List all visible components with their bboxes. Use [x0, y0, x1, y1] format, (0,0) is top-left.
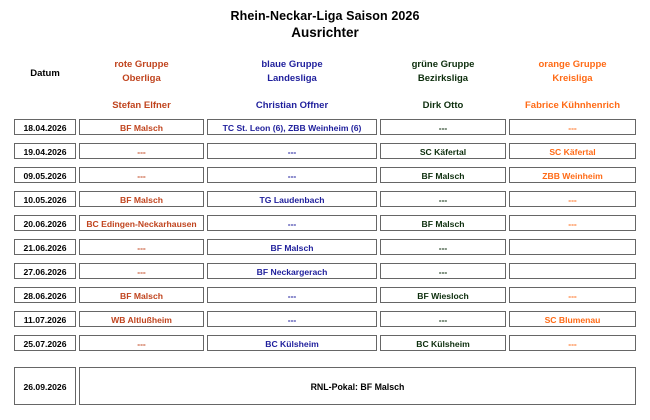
table-row — [0, 165, 650, 189]
cell-orange: ZBB Weinheim — [509, 167, 636, 183]
cell-red: --- — [79, 263, 204, 279]
cell-blue: --- — [207, 287, 377, 303]
cell-red: BF Malsch — [79, 287, 204, 303]
column-header-blaue-gruppe-contact: Christian Offner — [255, 100, 329, 111]
cell-red: --- — [79, 239, 204, 255]
table-row — [0, 189, 650, 213]
column-header-orange-gruppe-contact: Fabrice Kühnhenrich — [524, 100, 620, 111]
cell-red: BF Malsch — [79, 191, 204, 207]
cell-orange: --- — [509, 335, 636, 351]
column-header-rote-gruppe-contact: Stefan Elfner — [112, 100, 171, 111]
cell-blue: BC Külsheim — [207, 335, 377, 351]
cell-green: --- — [380, 119, 506, 135]
cell-date: 26.09.2026 — [14, 367, 76, 405]
cell-green: --- — [380, 191, 506, 207]
cell-green: BF Malsch — [380, 167, 506, 183]
cell-blue: --- — [207, 311, 377, 327]
title-main: Rhein-Neckar-Liga Saison 2026 — [230, 9, 420, 23]
cell-red: BF Malsch — [79, 119, 204, 135]
cell-blue: --- — [207, 167, 377, 183]
column-header-rote-gruppe-group: rote Gruppe — [114, 59, 169, 70]
cell-green: BC Külsheim — [380, 335, 506, 351]
column-header-orange-gruppe-group: orange Gruppe — [538, 59, 607, 70]
cell-date: 09.05.2026 — [14, 167, 76, 183]
cell-blue: TC St. Leon (6), ZBB Weinheim (6) — [207, 119, 377, 135]
cell-blue: --- — [207, 143, 377, 159]
column-header-gruene-gruppe-league: Bezirksliga — [417, 72, 469, 84]
cell-green: --- — [380, 263, 506, 279]
schedule-table — [0, 117, 650, 415]
cell-red: --- — [79, 143, 204, 159]
column-header-datum: Datum — [30, 68, 60, 79]
cell-date: 27.06.2026 — [14, 263, 76, 279]
cell-date: 18.04.2026 — [14, 119, 76, 135]
table-header — [0, 50, 650, 112]
column-header-rote-gruppe-league: Oberliga — [122, 72, 161, 84]
table-row — [0, 141, 650, 165]
cell-orange: SC Käfertal — [509, 143, 636, 159]
cell-pokal: RNL-Pokal: BF Malsch — [79, 367, 636, 405]
cell-green: BF Malsch — [380, 215, 506, 231]
cell-orange: --- — [509, 287, 636, 303]
cell-blue: --- — [207, 215, 377, 231]
table-row — [0, 261, 650, 285]
cell-red: WB Altlußheim — [79, 311, 204, 327]
cell-orange: --- — [509, 191, 636, 207]
table-row — [0, 237, 650, 261]
cell-date: 11.07.2026 — [14, 311, 76, 327]
cell-green: --- — [380, 311, 506, 327]
column-header-gruene-gruppe — [380, 58, 506, 113]
cell-green: --- — [380, 239, 506, 255]
cell-orange: SC Blumenau — [509, 311, 636, 327]
cell-orange: --- — [509, 119, 636, 135]
title-sub: Ausrichter — [291, 25, 359, 40]
column-header-gruene-gruppe-group: grüne Gruppe — [411, 59, 475, 70]
column-header-blaue-gruppe — [207, 58, 377, 113]
column-header-blaue-gruppe-league: Landesliga — [267, 72, 317, 84]
cell-date: 20.06.2026 — [14, 215, 76, 231]
cell-green: BF Wiesloch — [380, 287, 506, 303]
column-header-rote-gruppe — [79, 58, 204, 113]
column-header-blaue-gruppe-group: blaue Gruppe — [261, 59, 323, 70]
cell-date: 19.04.2026 — [14, 143, 76, 159]
cell-green: SC Käfertal — [380, 143, 506, 159]
cell-red: BC Edingen-Neckarhausen — [79, 215, 204, 231]
cell-blue: TG Laudenbach — [207, 191, 377, 207]
table-row — [0, 309, 650, 333]
table-row-final — [0, 367, 650, 415]
column-header-orange-gruppe — [509, 58, 636, 113]
table-row — [0, 333, 650, 357]
cell-blue: BF Malsch — [207, 239, 377, 255]
cell-blue: BF Neckargerach — [207, 263, 377, 279]
table-row — [0, 213, 650, 237]
cell-date: 21.06.2026 — [14, 239, 76, 255]
table-row — [0, 285, 650, 309]
column-header-orange-gruppe-league: Kreisliga — [552, 72, 593, 84]
cell-red: --- — [79, 167, 204, 183]
cell-date: 10.05.2026 — [14, 191, 76, 207]
cell-date: 28.06.2026 — [14, 287, 76, 303]
cell-orange: --- — [509, 215, 636, 231]
cell-red: --- — [79, 335, 204, 351]
page-title — [0, 8, 650, 41]
cell-orange — [509, 263, 636, 279]
cell-orange — [509, 239, 636, 255]
cell-date: 25.07.2026 — [14, 335, 76, 351]
table-row — [0, 117, 650, 141]
column-header-gruene-gruppe-contact: Dirk Otto — [422, 100, 464, 111]
